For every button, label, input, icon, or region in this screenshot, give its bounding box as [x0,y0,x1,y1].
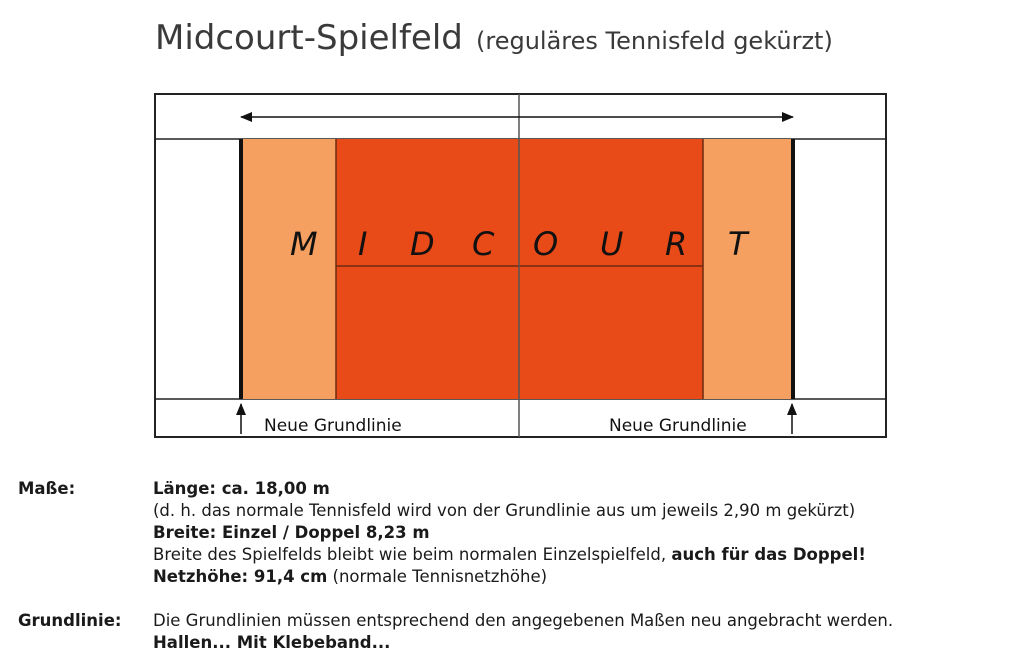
grundlinie-label: Grundlinie: [18,611,122,630]
breite-note: Breite des Spielfelds bleibt wie beim normalen Einzelspielfeld, [153,545,667,564]
info-section [18,478,1018,654]
laenge-note: (d. h. das normale Tennisfeld wird von der Grundlinie aus um jeweils 2,90 m gekürzt) [153,501,856,520]
info-row-laenge [18,478,1018,500]
court-letter-4: C [472,225,495,263]
baseline-label-right: Neue Grundlinie [609,416,747,436]
info-row-netz [18,566,1018,588]
info-row-laenge-note [18,500,1018,522]
info-row-cutoff [18,632,1018,654]
info-row-breite [18,522,1018,544]
court-letter-8: T [728,225,748,263]
info-row-grundlinie [18,610,1018,632]
title-subtitle: (reguläres Tennisfeld gekürzt) [475,27,833,55]
court-letter-6: U [600,225,624,263]
netz-note: (normale Tennisnetzhöhe) [332,567,548,586]
court-letter-2: I [358,225,368,263]
court-letter-3: D [410,225,435,263]
outer-zone-left [242,139,336,399]
info-row-breite-note [18,544,1018,566]
netz-value: Netzhöhe: 91,4 cm [153,567,328,586]
baseline-label-left: Neue Grundlinie [264,416,402,436]
grundlinie-text: Die Grundlinien müssen entsprechend den angegebenen Maßen neu angebracht werden. [153,611,894,630]
breite-note-bold: auch für das Doppel! [671,545,866,564]
laenge-value: Länge: ca. 18,00 m [153,479,330,498]
cutoff-text: Hallen... Mit Klebeband... [153,633,391,652]
court-letter-5: O [533,225,559,263]
outer-zone-right [703,139,792,399]
court-letter-1: M [290,225,318,263]
title-main: Midcourt-Spielfeld [155,18,463,58]
court-letter-7: R [665,225,688,263]
masse-label: Maße: [18,479,76,498]
breite-value: Breite: Einzel / Doppel 8,23 m [153,523,430,542]
